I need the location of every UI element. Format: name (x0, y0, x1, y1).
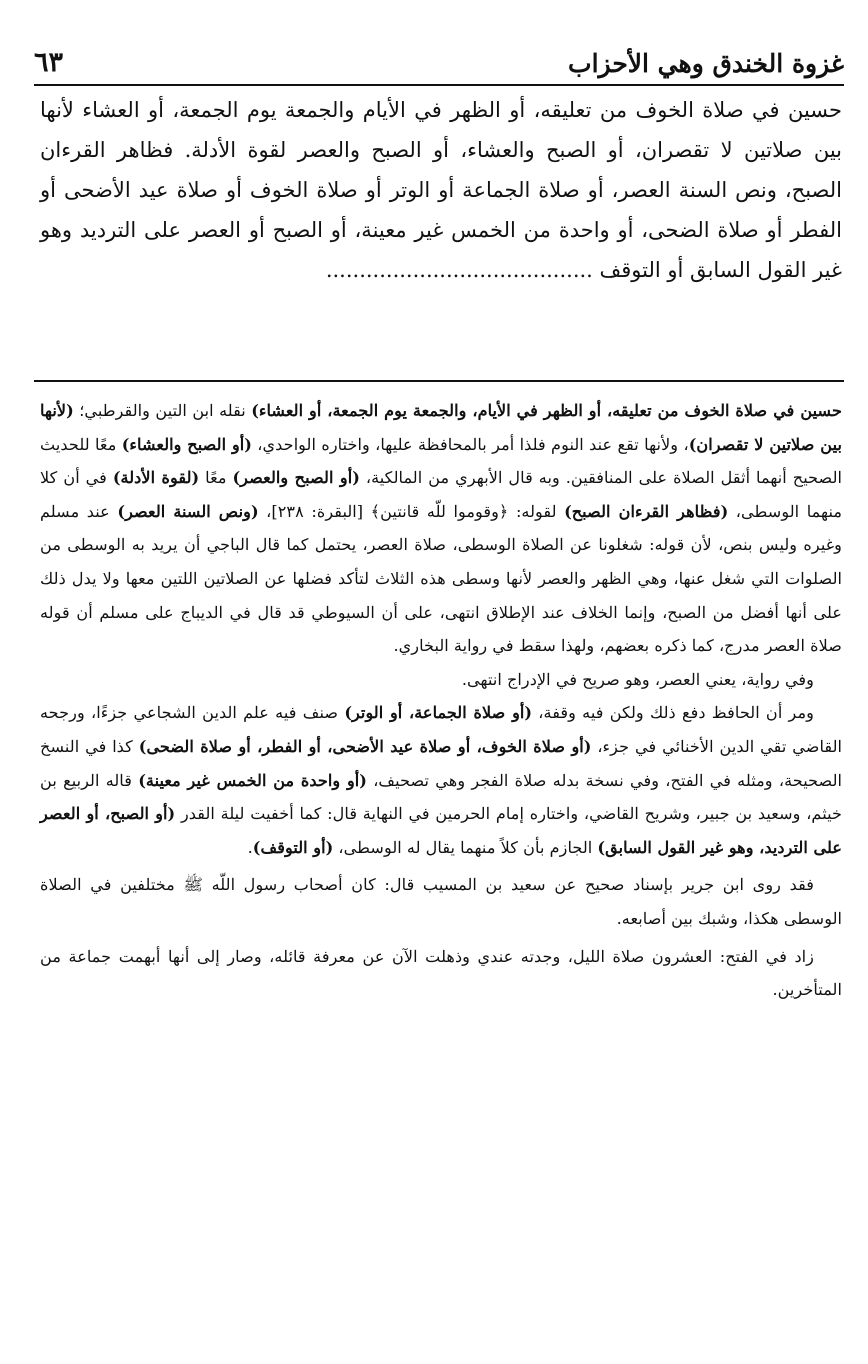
quoted-text: حسين في صلاة الخوف من تعليقه، أو الظهر في الأيام، والجمعة يوم الجمعة، أو العشاء) (251, 401, 842, 420)
running-header (34, 36, 844, 78)
quoted-text: (أو الصبح، أو العصر على الترديد، وهو غير القول السابق) (40, 804, 842, 857)
commentary-text: ، ولأنها تقع عند النوم فلذا أمر بالمحافظة عليها، واختاره الواحدي، (251, 434, 689, 454)
commentary (40, 394, 842, 1007)
commentary-text: صنف فيه علم الدين الشجاعي جزءًا، ورجحه القاضي تقي الدين الأخنائي في جزء، (40, 703, 843, 756)
commentary-paragraph-5: زاد في الفتح: العشرون صلاة الليل، وجدته عندي وذهلت الآن عن معرفة قائله، وصار إلى أنها أبهمت جماعة من المتأخرين. (40, 946, 842, 1000)
commentary-text: . (247, 837, 253, 857)
commentary-text: عند مسلم وغيره وليس بنص، لأن قوله: شغلونا عن الصلاة الوسطى، صلاة العصر، يحتمل كما قال الباجي أن يريد به الوسطى من الصلوات التي شغل عنها، وهي الظهر والعصر لأنها وسطى هذه الثلاث لتأكد فضلها عن الصلاتين اللتين معها ولا يدل ذلك على أنها أفضل من الصبح، وإنما الخلاف عند الإطلاق انتهى، على أن السيوطي قد قال في الديباج على مسلم أن قوله صلاة العصر مدرج، كما ذكره بعضهم، ولهذا سقط في رواية البخاري. (40, 501, 842, 656)
quoted-text: (أو الصبح والعصر) (232, 468, 360, 488)
commentary-paragraph-3 (40, 696, 842, 864)
quoted-text: (أو التوقف) (252, 837, 334, 857)
quoted-text: (لأنها بين صلاتين لا تقصران) (40, 401, 843, 454)
main-text-body: حسين في صلاة الخوف من تعليقه، أو الظهر في الأيام والجمعة يوم الجمعة، أو العشاء لأنها بين صلاتين لا تقصران، أو الصبح والعشاء، أو الصبح والعصر لقوة الأدلة. فظاهر القرءان الصبح، ونص السنة العصر، أو صلاة الجماعة أو الوتر أو صلاة الخوف أو صلاة عيد الأضحى أو الفطر أو صلاة الضحى، أو واحدة من الخمس غير معينة، أو الصبح أو العصر على الترديد وهو غير القول السابق أو التوقف (40, 98, 842, 282)
commentary-text: معًا (199, 468, 233, 488)
quoted-text: (أو الصبح والعشاء) (121, 434, 252, 454)
quoted-text: (أو صلاة الجماعة، أو الوتر) (344, 703, 533, 723)
commentary-text: قاله الربيع بن خيثم، وسعيد بن جبير، وشريح القاضي، واختاره إمام الحرمين في النهاية قال: كما أخفيت ليلة القدر (40, 770, 842, 824)
commentary-text: كذا في النسخ الصحيحة، ومثله في الفتح، وفي نسخة بدله صلاة الفجر وهي تصحيف، (40, 736, 842, 790)
commentary-paragraph-4: فقد روى ابن جرير بإسناد صحيح عن سعيد بن المسيب قال: كان أصحاب رسول اللّه ﷺ مختلفين في الصلاة الوسطى هكذا، وشبك بين أصابعه. (40, 875, 842, 928)
commentary-text: الجازم بأن كلاً منهما يقال له الوسطى، (333, 837, 598, 857)
quoted-text: (أو صلاة الخوف، أو صلاة عيد الأضحى، أو الفطر، أو صلاة الضحى) (138, 736, 592, 756)
commentary-text: معًا للحديث الصحيح أنهما أثقل الصلاة على المنافقين. وبه قال الأبهري من المالكية، (40, 434, 843, 488)
commentary-paragraph-2: وفي رواية، يعني العصر، وهو صريح في الإدراج انتهى. (461, 669, 814, 689)
commentary-text: لقوله: ﴿وقوموا للّه قانتين﴾ [البقرة: ٢٣٨]، (258, 501, 565, 521)
main-text-dots: ........................................ (325, 258, 593, 282)
quoted-text: (لقوة الأدلة) (112, 468, 200, 488)
quoted-text: (أو واحدة من الخمس غير معينة) (138, 770, 367, 790)
commentary-text: في أن كلا منهما الوسطى، (40, 468, 843, 521)
quoted-text: (ونص السنة العصر) (117, 501, 259, 521)
header-rule (34, 84, 844, 86)
page-number: ٦٣ (34, 47, 64, 78)
commentary-text: نقله ابن التين والقرطبي؛ (73, 401, 252, 420)
commentary-paragraph-1 (40, 394, 842, 663)
chapter-title: غزوة الخندق وهي الأحزاب (568, 49, 844, 78)
main-text (40, 90, 842, 290)
quoted-text: (فظاهر القرءان الصبح) (564, 501, 729, 521)
commentary-text: ومر أن الحافظ دفع ذلك ولكن فيه وقفة، (532, 703, 814, 723)
commentary-separator (34, 380, 844, 382)
